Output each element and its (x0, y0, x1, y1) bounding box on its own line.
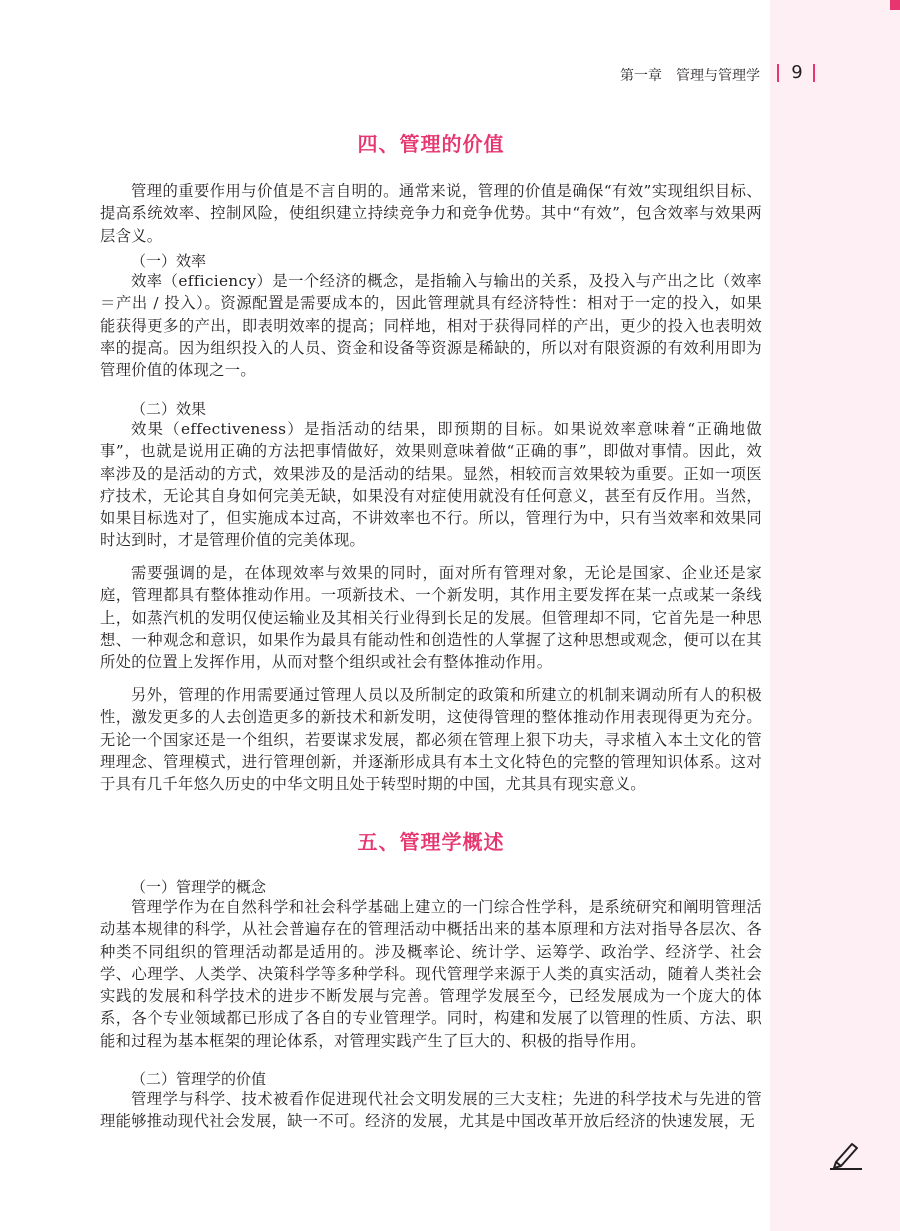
running-head (560, 62, 820, 86)
page-number: 9 (791, 62, 803, 83)
section-title: 四、管理的价值 (357, 132, 505, 156)
paragraph: 效率（efficiency）是一个经济的概念，是指输入与输出的关系，及投入与产出之比（效率＝产出 / 投入）。资源配置是需要成本的，因此管理就具有经济特性：相对于一定的投入，如果能获得更多的产出，即表明效率的提高；同样地，相对于获得同样的产出，更少的投入也表明效率的提高。因为组织投入的人员、资金和设备等资源是稀缺的，所以对有限资源的有效利用即为管理价值的体现之一。 (100, 272, 762, 380)
subsection-heading: （一）效率 (131, 252, 207, 270)
divider-bar (777, 64, 779, 82)
paragraph: 管理学与科学、技术被看作促进现代社会文明发展的三大支柱；先进的科学技术与先进的管理能够推动现代社会发展，缺一不可。经济的发展，尤其是中国改革开放后经济的快速发展，无 (100, 1090, 762, 1131)
paragraph: 需要强调的是，在体现效率与效果的同时，面对所有管理对象，无论是国家、企业还是家庭，管理都具有整体推动作用。一项新技术、一个新发明，其作用主要发挥在某一点或某一条线上，如蒸汽机的发明仅使运输业及其相关行业得到长足的发展。但管理却不同，它首先是一种思想、一种观念和意识，如果作为最具有能动性和创造性的人掌握了这种思想或观念，便可以在其所处的位置上发挥作用，从而对整个组织或社会有整体推动作用。 (100, 564, 762, 672)
subsection-heading: （二）管理学的价值 (131, 1070, 267, 1088)
divider-bar (813, 64, 815, 82)
corner-mark (890, 0, 900, 10)
chapter-title: 第一章 管理与管理学 (620, 68, 760, 84)
section-title: 五、管理学概述 (357, 830, 505, 854)
pen-icon (828, 1138, 864, 1170)
subsection-heading: （二）效果 (131, 400, 207, 418)
margin-strip (770, 0, 900, 1231)
paragraph: 效果（effectiveness）是指活动的结果，即预期的目标。如果说效率意味着“正确地做事”，也就是说用正确的方法把事情做好，效果则意味着做“正确的事”，即做对事情。因此，效率涉及的是活动的方式，效果涉及的是活动的结果。显然，相较而言效果较为重要。正如一项医疗技术，无论其自身如何完美无缺，如果没有对症使用就没有任何意义，甚至有反作用。当然，如果目标选对了，但实施成本过高，不讲效率也不行。所以，管理行为中，只有当效率和效果同时达到时，才是管理价值的完美体现。 (100, 420, 762, 550)
paragraph: 管理学作为在自然科学和社会科学基础上建立的一门综合性学科，是系统研究和阐明管理活动基本规律的科学，从社会普遍存在的管理活动中概括出来的基本原理和方法对指导各层次、各种类不同组织的管理活动都是适用的。涉及概率论、统计学、运筹学、政治学、经济学、社会学、心理学、人类学、决策科学等多种学科。现代管理学来源于人类的真实活动，随着人类社会实践的发展和科学技术的进步不断发展与完善。管理学发展至今，已经发展成为一个庞大的体系，各个专业领域都已形成了各自的专业管理学。同时，构建和发展了以管理的性质、方法、职能和过程为基本框架的理论体系，对管理实践产生了巨大的、积极的指导作用。 (100, 898, 762, 1050)
paragraph: 管理的重要作用与价值是不言自明的。通常来说，管理的价值是确保“有效”实现组织目标、提高系统效率、控制风险，使组织建立持续竞争力和竞争优势。其中“有效”，包含效率与效果两层含义。 (100, 182, 762, 245)
subsection-heading: （一）管理学的概念 (131, 878, 267, 896)
paragraph: 另外，管理的作用需要通过管理人员以及所制定的政策和所建立的机制来调动所有人的积极性，激发更多的人去创造更多的新技术和新发明，这使得管理的整体推动作用表现得更为充分。无论一个国家还是一个组织，若要谋求发展，都必须在管理上狠下功夫，寻求植入本土文化的管理理念、管理模式，进行管理创新，并逐渐形成具有本土文化特色的完整的管理知识体系。这对于具有几千年悠久历史的中华文明且处于转型时期的中国，尤其具有现实意义。 (100, 686, 762, 794)
